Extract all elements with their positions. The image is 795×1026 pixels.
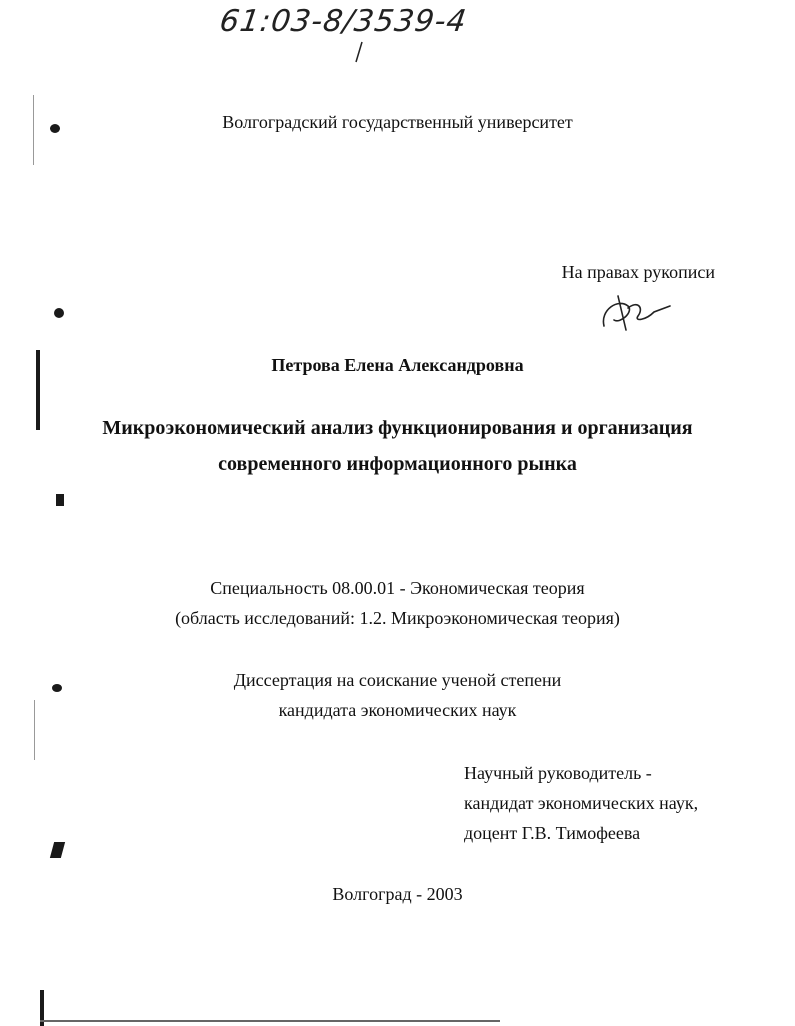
dissertation-type-line-1: Диссертация на соискание ученой степени <box>233 670 562 690</box>
author-signature <box>598 290 678 334</box>
handwritten-archive-code: 61:03-8/3539-4 <box>217 4 470 39</box>
dissertation-title-line-2: современного информационного рынка <box>218 453 577 475</box>
specialty: Специальность 08.00.01 - Экономическая теория <box>210 578 585 598</box>
supervisor-line-2: кандидат экономических наук, <box>464 793 699 813</box>
university-name: Волгоградский государственный университет <box>222 112 573 132</box>
city-year: Волгоград - 2003 <box>332 884 463 904</box>
dissertation-title-line-1: Микроэкономический анализ функционирования и организация <box>102 417 693 439</box>
handwritten-stroke <box>352 40 366 64</box>
supervisor-line-1: Научный руководитель - <box>464 763 652 783</box>
dissertation-type-line-2: кандидата экономических наук <box>278 700 517 720</box>
manuscript-rights-label: На правах рукописи <box>561 262 715 282</box>
punch-hole-mark <box>54 308 64 318</box>
author-name: Петрова Елена Александровна <box>271 355 524 375</box>
punch-hole-mark <box>50 842 65 858</box>
punch-hole-mark <box>56 494 64 506</box>
supervisor-line-3: доцент Г.В. Тимофеева <box>464 823 641 843</box>
research-area: (область исследований: 1.2. Микроэкономическая теория) <box>175 608 620 628</box>
scan-bottom-edge <box>40 1020 500 1022</box>
